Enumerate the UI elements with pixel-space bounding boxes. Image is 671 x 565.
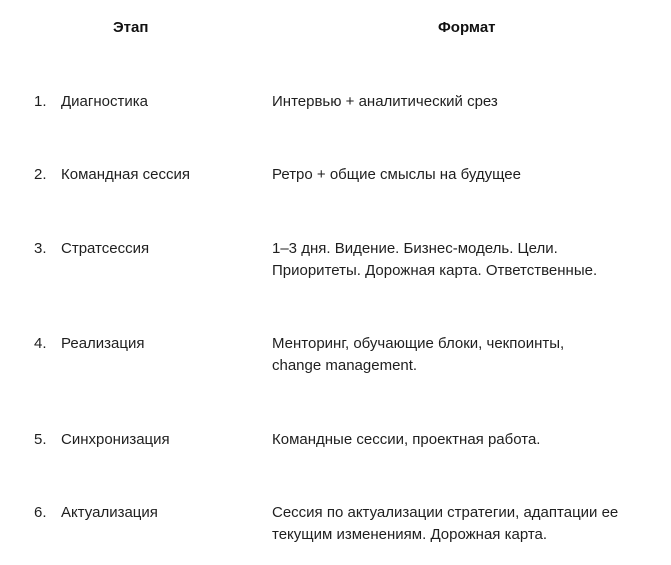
format-line: Приоритеты. Дорожная карта. Ответственные. [272, 262, 598, 279]
stage-format [272, 502, 667, 546]
row-number: 2. [34, 166, 47, 183]
format-line: текущим изменениям. Дорожная карта. [272, 526, 548, 543]
stage-name: Стратсессия [61, 240, 150, 257]
row-number: 3. [34, 240, 47, 257]
row-number: 6. [34, 504, 47, 521]
format-line: 1–3 дня. Видение. Бизнес-модель. Цели. [272, 240, 558, 257]
column-header-stage: Этап [113, 19, 149, 36]
row-number: 5. [34, 431, 47, 448]
stage-format [272, 333, 667, 377]
format-line: Ретро + общие смыслы на будущее [272, 166, 521, 183]
stage-format [272, 164, 667, 186]
stage-format [272, 238, 667, 282]
stage-name: Командная сессия [61, 166, 191, 183]
format-line: Интервью + аналитический срез [272, 93, 498, 110]
format-line: Сессия по актуализации стратегии, адаптации ее [272, 504, 619, 521]
stage-name: Реализация [61, 335, 145, 352]
format-line: Менторинг, обучающие блоки, чекпоинты, [272, 335, 565, 352]
row-number: 1. [34, 93, 47, 110]
stage-name: Диагностика [61, 93, 148, 110]
format-line: change management. [272, 357, 418, 374]
stage-name: Синхронизация [61, 431, 170, 448]
row-number: 4. [34, 335, 47, 352]
column-header-format: Формат [438, 19, 496, 36]
stage-format [272, 429, 667, 451]
format-line: Командные сессии, проектная работа. [272, 431, 541, 448]
stage-format [272, 91, 667, 113]
stage-name: Актуализация [61, 504, 158, 521]
